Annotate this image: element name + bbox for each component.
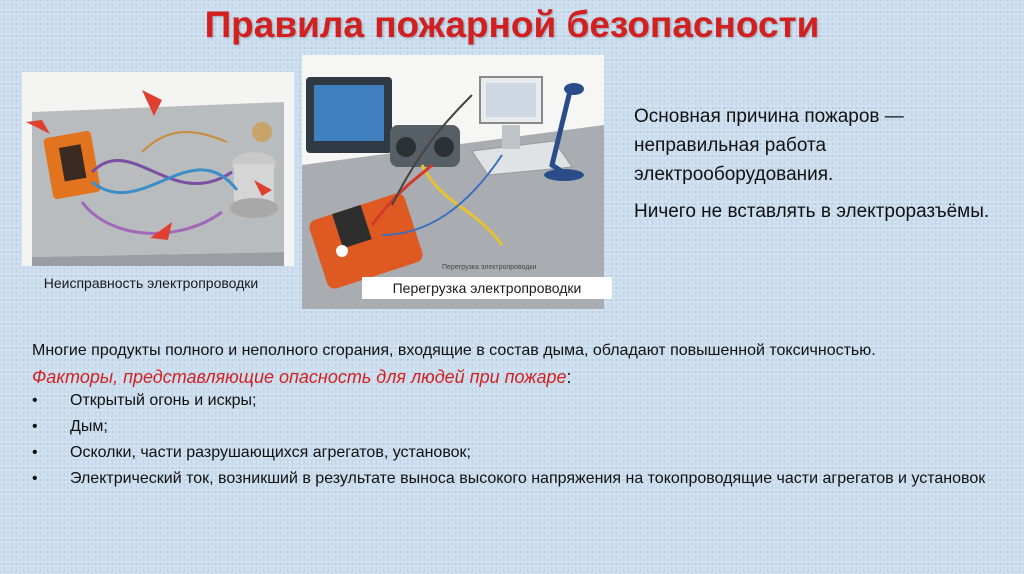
factor-text: Электрический ток, возникший в результате выноса высокого напряжения на токопроводящие части агрегатов и установок [70,470,986,487]
factors-heading [32,366,992,388]
bullet: • [32,392,38,409]
bullet: • [32,418,38,435]
list-item [32,442,992,464]
warning-paragraph: Ничего не вставлять в электроразъёмы. [634,201,990,222]
main-cause-text [634,102,1004,234]
overload-caption: Перегрузка электропроводки [362,277,612,299]
factor-text: Дым; [70,418,108,435]
faulty-wiring-image [22,72,294,266]
factor-text: Открытый огонь и искры; [70,392,257,409]
body-text [32,340,992,494]
intro-paragraph: Многие продукты полного и неполного сгорания, входящие в состав дыма, обладают повышенной токсичностью. [32,342,876,359]
bullet: • [32,470,38,487]
factors-colon: : [566,367,572,387]
overload-inner-label: Перегрузка электропроводки [442,264,537,271]
main-cause-paragraph: Основная причина пожаров — неправильная работа электрооборудования. [634,106,904,185]
factors-title: Факторы, представляющие опасность для людей при пожаре [32,367,567,387]
list-item [32,390,992,412]
page-title: Правила пожарной безопасности [204,4,820,45]
list-item [32,416,992,438]
overload-image [302,55,604,309]
list-item [32,468,992,490]
factor-text: Осколки, части разрушающихся агрегатов, установок; [70,444,471,461]
factors-list [32,390,992,490]
bullet: • [32,444,38,461]
faulty-wiring-caption: Неисправность электропроводки [43,275,259,291]
